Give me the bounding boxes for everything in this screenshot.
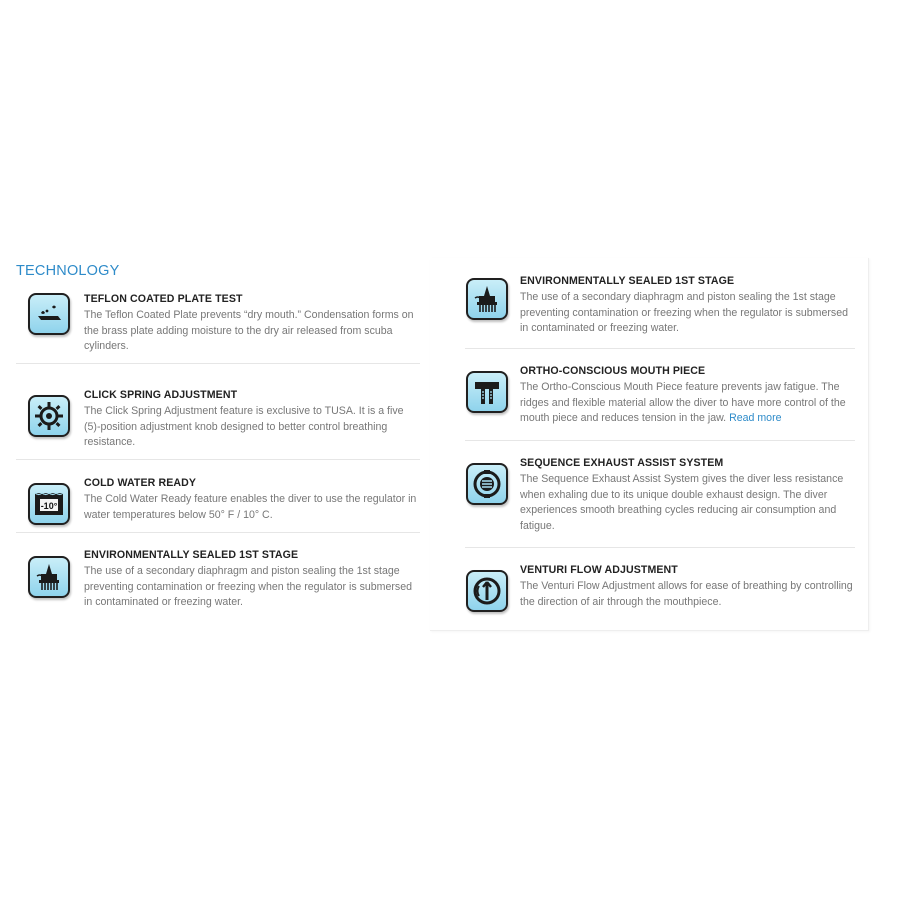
feature-item [465,268,855,349]
cold-water-temp-label: -10° [40,501,58,511]
feature-title: SEQUENCE EXHAUST ASSIST SYSTEM [520,457,724,469]
feature-title: ENVIRONMENTALLY SEALED 1ST STAGE [84,549,299,561]
venturi-flow-icon [466,570,508,612]
feature-item [465,548,855,609]
feature-title: TEFLON COATED PLATE TEST [84,293,243,305]
feature-title: CLICK SPRING ADJUSTMENT [84,389,238,401]
section-title: TECHNOLOGY [16,263,120,279]
right-feature-list [465,268,855,609]
sealed-stage-icon [466,278,508,320]
feature-title: VENTURI FLOW ADJUSTMENT [520,564,678,576]
feature-item [16,288,420,364]
feature-description: The use of a secondary diaphragm and piston sealing the 1st stage preventing contamination or freezing when the regulator is submersed in contaminated or freezing water. [520,291,849,335]
cold-water-icon [28,483,70,525]
left-feature-list [16,288,420,609]
right-feature-panel [430,258,869,631]
exhaust-assist-icon [466,463,508,505]
feature-description: The Teflon Coated Plate prevents “dry mouth.” Condensation forms on the brass plate adding moisture to the dry air released from scuba cylinders. [84,309,414,353]
mouthpiece-icon [466,371,508,413]
click-spring-icon [28,395,70,437]
feature-description: The Sequence Exhaust Assist System gives the diver less resistance when exhaling due to its unique double exhaust design. The diver experiences smooth breathing cycles reducing air consumption and fatigue. [520,473,844,532]
feature-item [16,372,420,460]
feature-title: COLD WATER READY [84,477,197,489]
feature-description: The use of a secondary diaphragm and piston sealing the 1st stage preventing contamination or freezing when the regulator is submersed in contaminated or freezing water. [84,565,413,609]
feature-description [520,380,855,427]
teflon-plate-icon [28,293,70,335]
feature-item [465,349,855,441]
feature-item [16,533,420,609]
feature-description: The Click Spring Adjustment feature is exclusive to TUSA. It is a five (5)-position adjustment knob designed to better control breathing resistance. [84,405,404,449]
read-more-link[interactable]: Read more [729,412,782,425]
feature-title: ORTHO-CONSCIOUS MOUTH PIECE [520,365,706,377]
feature-item [465,441,855,548]
feature-description-text: The Ortho-Conscious Mouth Piece feature prevents jaw fatigue. The ridges and flexible material allow the diver to have more control of the mouth piece and reduces tension in the jaw. [520,381,846,425]
feature-description: The Cold Water Ready feature enables the diver to use the regulator in water temperatures below 50° F / 10° C. [84,493,417,521]
sealed-stage-icon [28,556,70,598]
feature-title: ENVIRONMENTALLY SEALED 1ST STAGE [520,275,735,287]
feature-description: The Venturi Flow Adjustment allows for ease of breathing by controlling the direction of air through the mouthpiece. [520,580,853,608]
feature-item [16,460,420,533]
